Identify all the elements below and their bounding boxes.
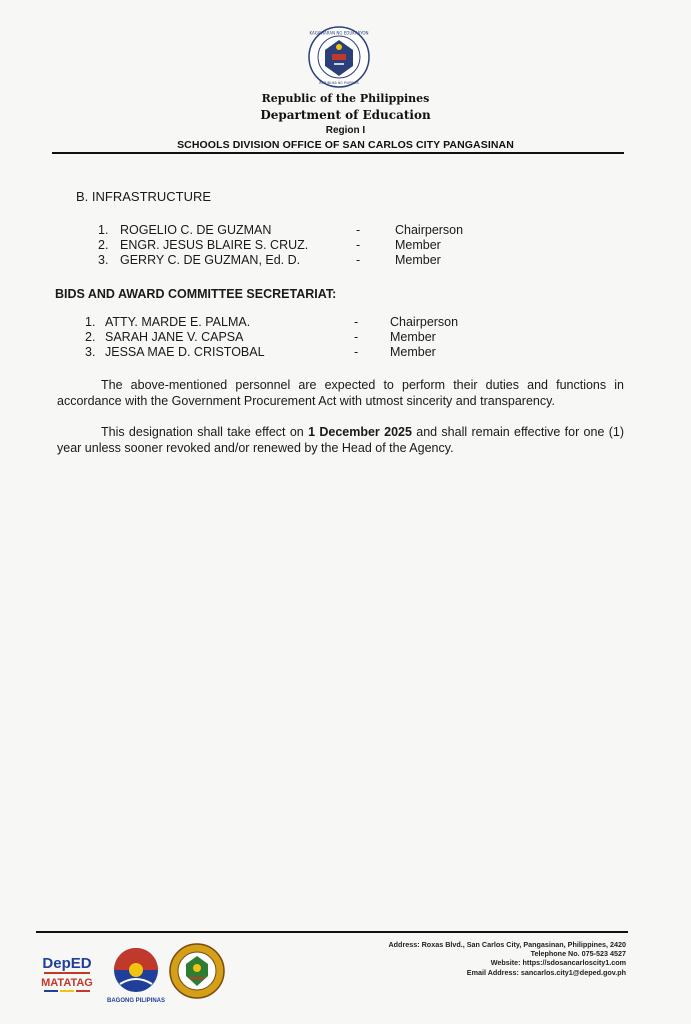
- member-role: Member: [395, 238, 441, 252]
- secretariat-title: BIDS AND AWARD COMMITTEE SECRETARIAT:: [55, 287, 337, 301]
- infrastructure-title: B. INFRASTRUCTURE: [76, 189, 212, 204]
- bagong-pilipinas-logo: [106, 944, 166, 1006]
- row-number: 2.: [85, 330, 96, 344]
- deped-brand-text: DepED: [42, 955, 92, 972]
- footer-website[interactable]: Website: https://sdosancarloscity1.com: [490, 958, 626, 968]
- row-number: 1.: [85, 315, 96, 329]
- row-number: 3.: [85, 345, 96, 359]
- row-dash: -: [356, 238, 361, 252]
- seal-bottom-text: REPUBLIKA NG PILIPINAS: [319, 81, 359, 85]
- sdo-seal-logo: [168, 942, 226, 1000]
- row-number: 3.: [98, 253, 109, 267]
- footer-divider: [36, 931, 628, 933]
- member-name: JESSA MAE D. CRISTOBAL: [105, 345, 265, 359]
- member-role: Chairperson: [390, 315, 459, 329]
- effectivity-text-end: and shall remain effective for one (1) year unless sooner revoked and/or renewed by the Head of the Agency.: [57, 425, 625, 455]
- republic-heading: Republic of the Philippines: [261, 92, 430, 105]
- office-heading: SCHOOLS DIVISION OFFICE OF SAN CARLOS CITY PANGASINAN: [177, 139, 514, 151]
- row-dash: -: [354, 315, 359, 329]
- member-name: ENGR. JESUS BLAIRE S. CRUZ.: [120, 238, 309, 252]
- row-dash: -: [354, 345, 359, 359]
- footer-address-block: [380, 940, 626, 977]
- member-name: GERRY C. DE GUZMAN, Ed. D.: [120, 253, 301, 267]
- member-role: Member: [390, 345, 436, 359]
- member-name: SARAH JANE V. CAPSA: [105, 330, 244, 344]
- bagong-pilipinas-text: BAGONG PILIPINAS: [106, 998, 166, 1004]
- member-role: Member: [395, 253, 441, 267]
- row-dash: -: [356, 223, 361, 237]
- member-name: ROGELIO C. DE GUZMAN: [120, 223, 272, 237]
- effective-date: 1 December 2025: [308, 425, 412, 439]
- seal-text: KAGAWARAN NG EDUKASYON: [309, 30, 369, 36]
- header-divider: [52, 152, 624, 154]
- region-heading: Region I: [325, 125, 366, 136]
- member-role: Member: [390, 330, 436, 344]
- footer-address: Address: Roxas Blvd., San Carlos City, Pangasinan, Philippines, 2420: [388, 940, 626, 949]
- footer-telephone: Telephone No. 075-523 4527: [530, 949, 626, 959]
- row-number: 2.: [98, 238, 109, 252]
- effectivity-paragraph: [57, 424, 624, 456]
- deped-seal-logo: [308, 26, 370, 88]
- deped-matatag-logo: [38, 944, 96, 1004]
- footer-email[interactable]: Email Address: sancarlos.city1@deped.gov.ph: [466, 967, 626, 977]
- row-dash: -: [354, 330, 359, 344]
- duties-text: The above-mentioned personnel are expected to perform their duties and functions in accordance with the Government Procurement Act with utmost sincerity and transparency.: [57, 378, 624, 408]
- member-role: Chairperson: [395, 223, 464, 237]
- department-heading: Department of Education: [260, 108, 431, 122]
- duties-paragraph: [57, 377, 624, 409]
- member-name: ATTY. MARDE E. PALMA.: [105, 315, 251, 329]
- effectivity-text-start: This designation shall take effect on: [101, 425, 309, 439]
- row-dash: -: [356, 253, 361, 267]
- row-number: 1.: [98, 223, 109, 237]
- matatag-text: MATATAG: [41, 977, 93, 989]
